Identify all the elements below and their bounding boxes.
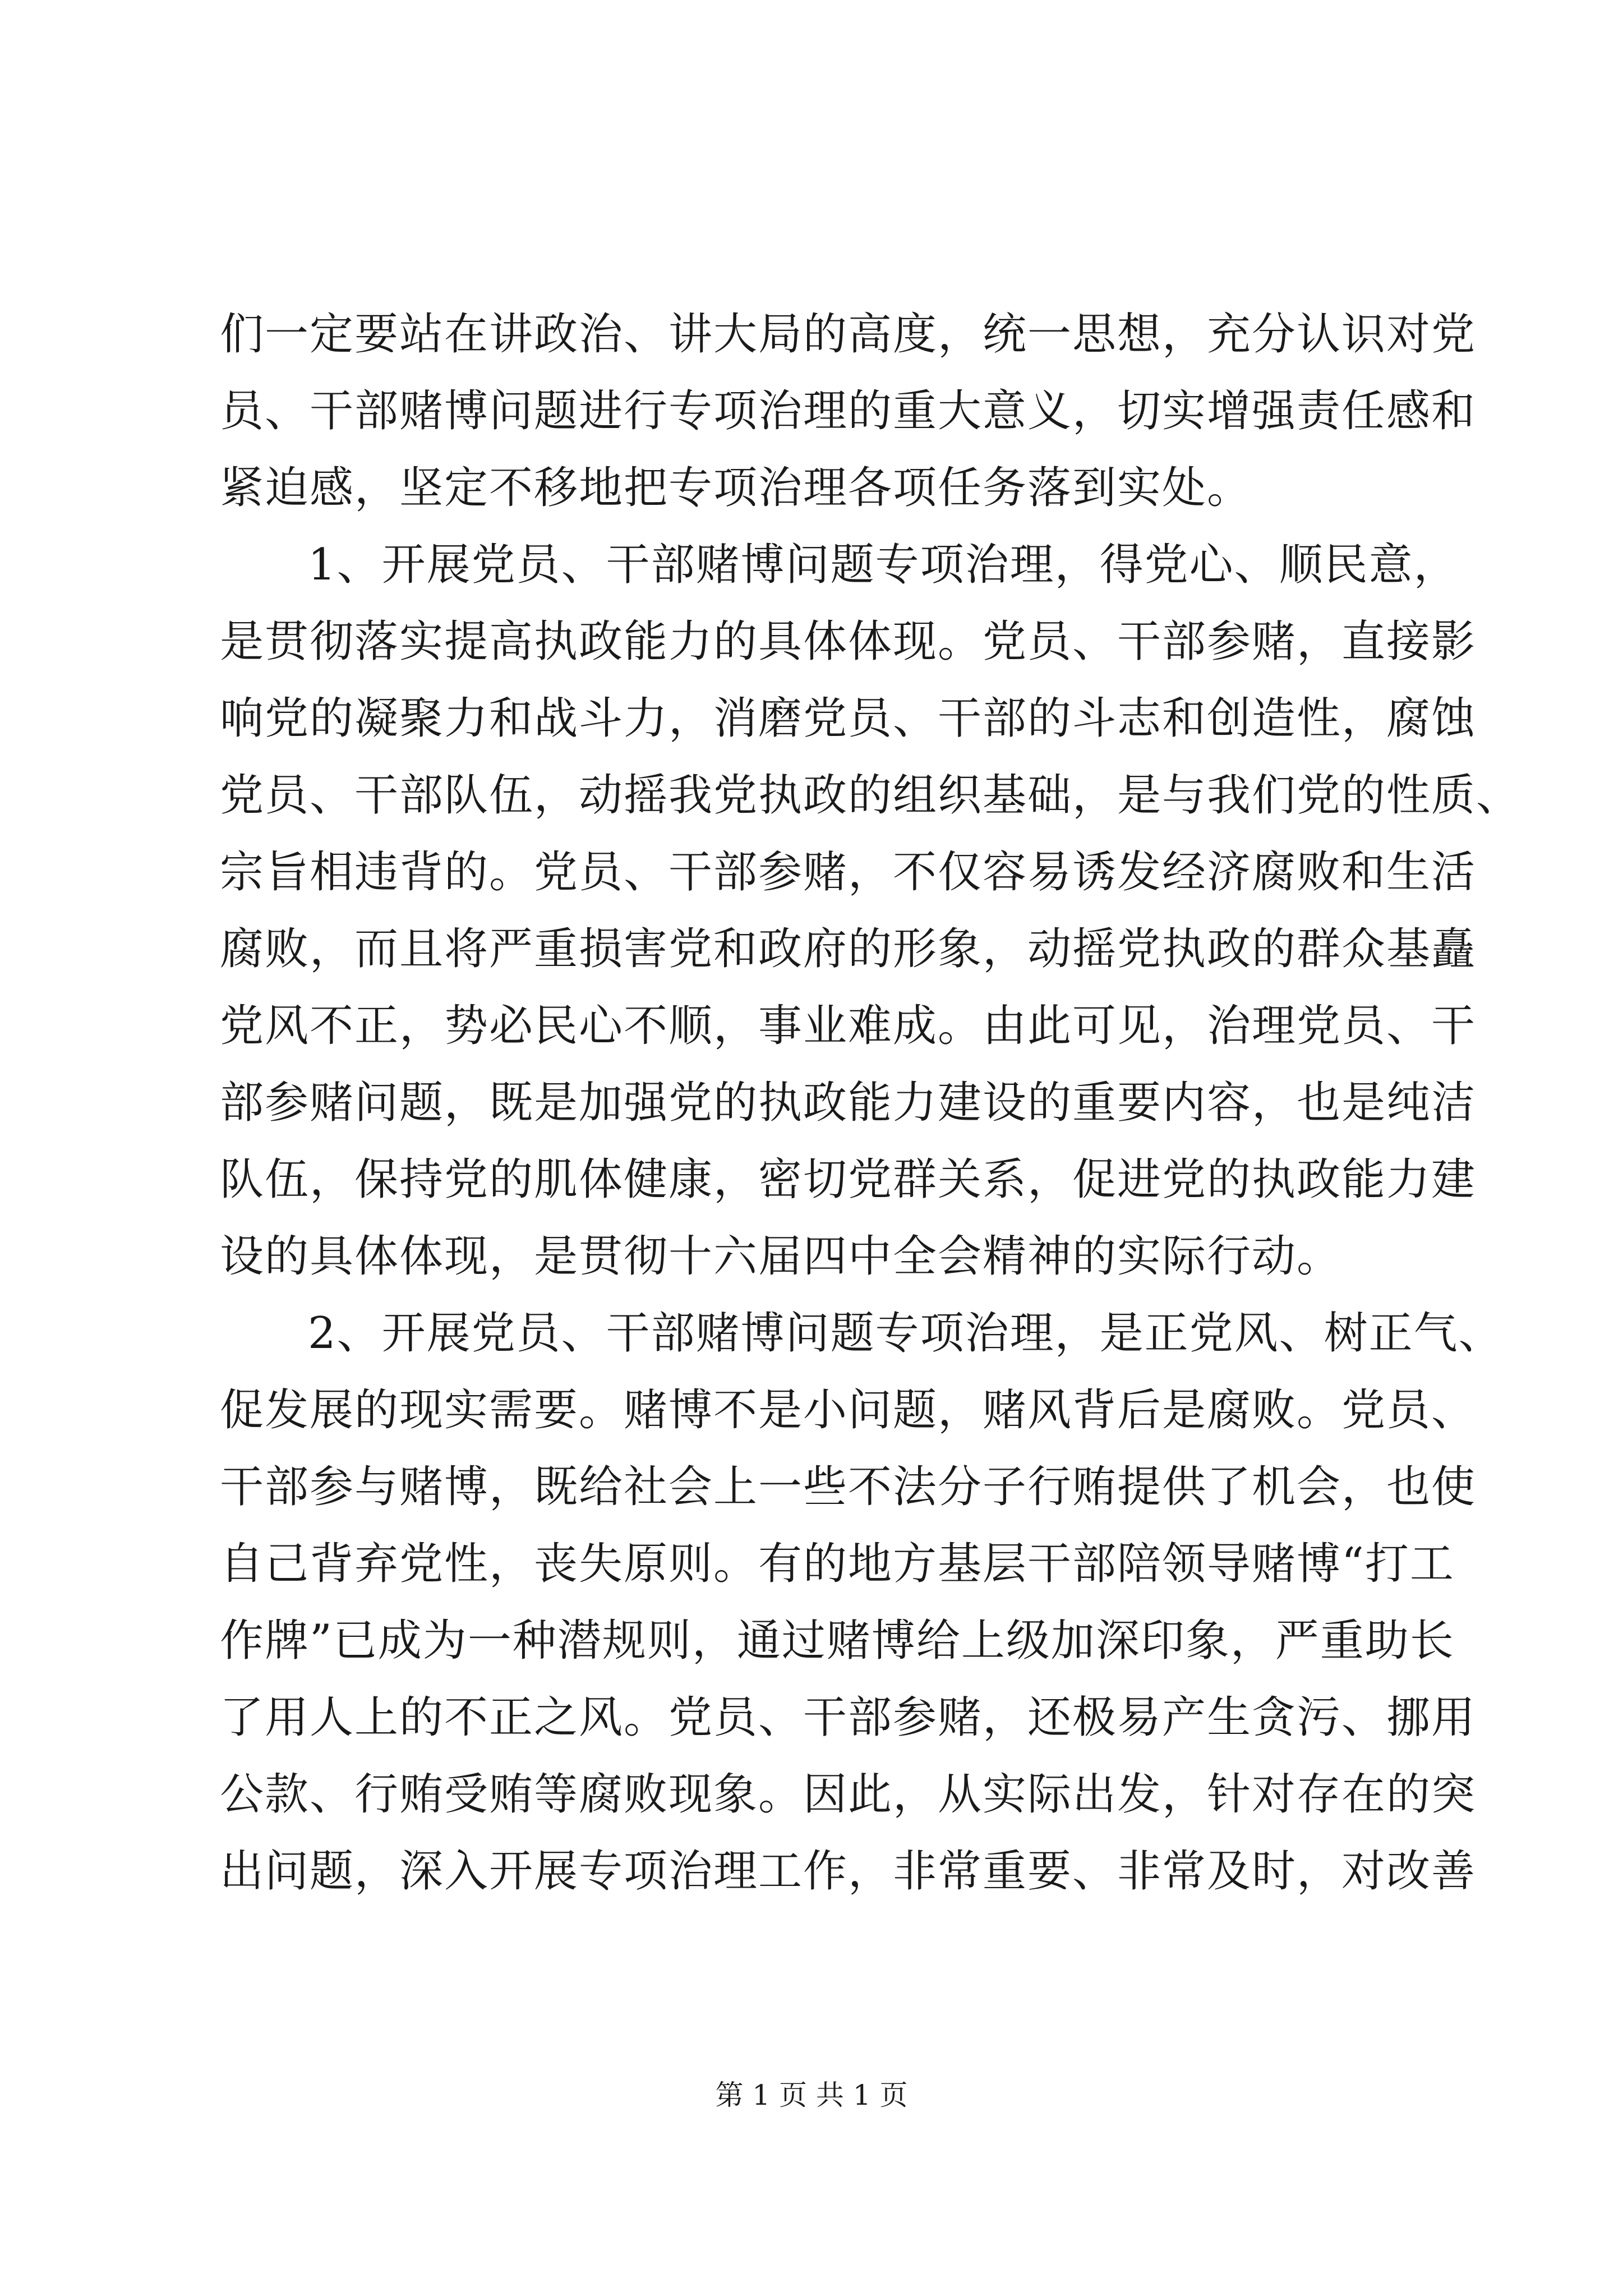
text-line: 员、干部赌博问题进行专项治理的重大意义，切实增强责任感和: [220, 386, 1477, 436]
text-line: 作牌”已成为一种潜规则，通过赌博给上级加深印象，严重助长: [220, 1616, 1455, 1666]
paragraph-start-line: 2、开展党员、干部赌博问题专项治理，是正党风、树正气、: [308, 1308, 1504, 1359]
text-line: 党员、干部队伍，动摇我党执政的组织基础，是与我们党的性质、: [220, 770, 1521, 821]
text-line: 紧迫感，坚定不移地把专项治理各项任务落到实处。: [220, 463, 1252, 513]
page-footer: [0, 2076, 1623, 2115]
text-line: 出问题，深入开展专项治理工作，非常重要、非常及时，对改善: [220, 1846, 1477, 1897]
text-line: 是贯彻落实提高执政能力的具体体现。党员、干部参赌，直接影: [220, 616, 1477, 667]
text-line: 宗旨相违背的。党员、干部参赌，不仅容易诱发经济腐败和生活: [220, 847, 1477, 898]
text-line: 腐败，而且将严重损害党和政府的形象，动摇党执政的群众基矗: [220, 924, 1477, 974]
text-line: 响党的凝聚力和战斗力，消磨党员、干部的斗志和创造性，腐蚀: [220, 693, 1477, 744]
text-line: 公款、行贿受贿等腐败现象。因此，从实际出发，针对存在的突: [220, 1769, 1477, 1820]
text-line: 干部参与赌博，既给社会上一些不法分子行贿提供了机会，也使: [220, 1462, 1477, 1512]
text-line: 队伍，保持党的肌体健康，密切党群关系，促进党的执政能力建: [220, 1154, 1477, 1205]
text-line: 们一定要站在讲政治、讲大局的高度，统一思想，充分认识对党: [220, 309, 1477, 360]
paragraph-start-line: 1、开展党员、干部赌博问题专项治理，得党心、顺民意，: [308, 540, 1459, 590]
text-line: 党风不正，势必民心不顺，事业难成。由此可见，治理党员、干: [220, 1001, 1477, 1051]
text-line: 部参赌问题，既是加强党的执政能力建设的重要内容，也是纯洁: [220, 1078, 1477, 1128]
body-text: [220, 296, 1521, 1910]
page-number-label: 第 1 页 共 1 页: [715, 2079, 908, 2111]
text-line: 了用人上的不正之风。党员、干部参赌，还极易产生贪污、挪用: [220, 1692, 1477, 1743]
text-line: 促发展的现实需要。赌博不是小问题，赌风背后是腐败。党员、: [220, 1385, 1477, 1435]
text-line: 自己背弃党性，丧失原则。有的地方基层干部陪领导赌博“打工: [220, 1539, 1455, 1589]
text-line: 设的具体体现，是贯彻十六届四中全会精神的实际行动。: [220, 1231, 1342, 1282]
